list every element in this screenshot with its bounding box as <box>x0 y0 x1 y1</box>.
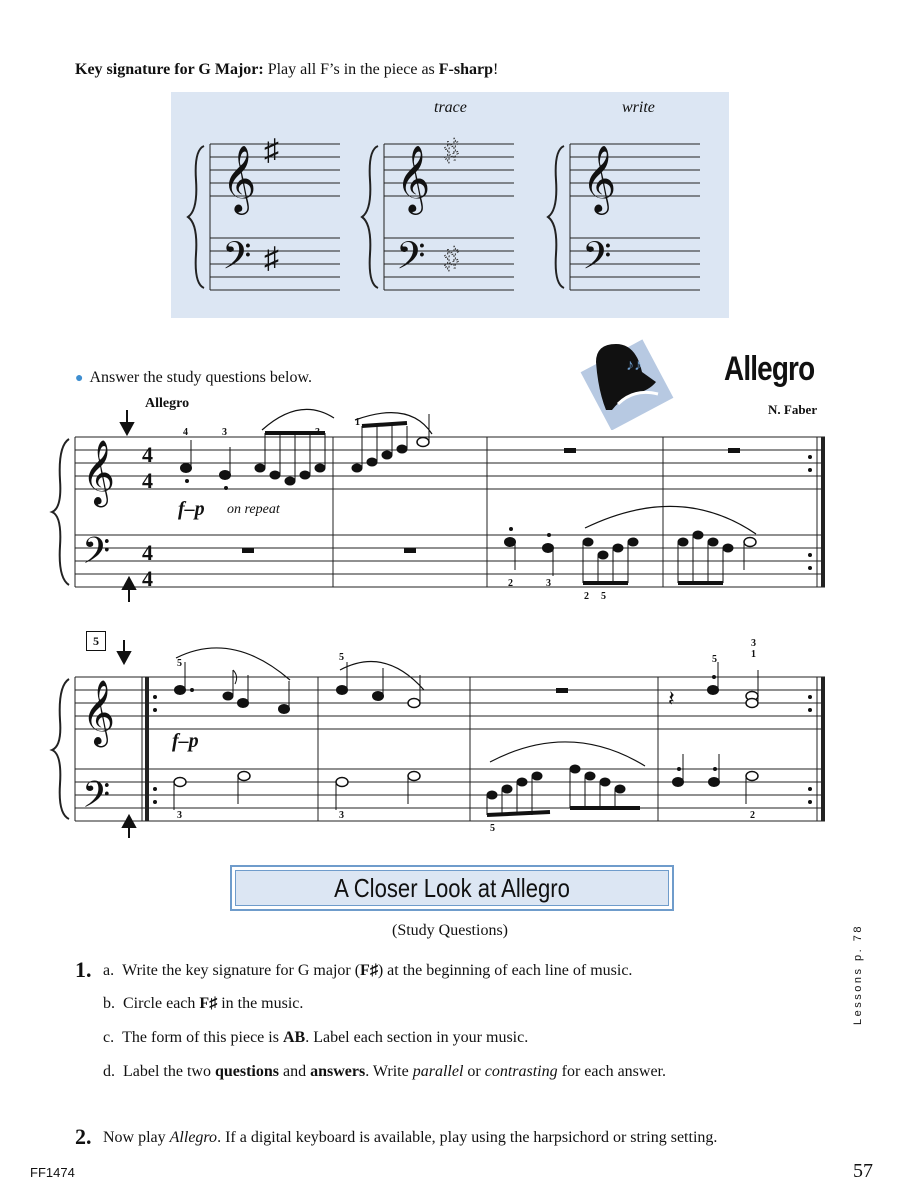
section-heading-box <box>230 865 674 911</box>
fingering: 3 <box>315 427 320 438</box>
treble-clef-icon: 𝄞 <box>82 442 116 504</box>
bass-clef-icon: 𝄢 <box>222 235 252 286</box>
question-1-number: 1. <box>75 957 92 982</box>
fingering: 5 <box>490 823 495 834</box>
svg-text:♪♪: ♪♪ <box>626 357 642 374</box>
keysig-instruction: Key signature for G Major: Play all F’s in the piece as F-sharp! <box>75 61 499 78</box>
composer-name: N. Faber <box>768 402 818 417</box>
fingering: 5 <box>601 591 606 602</box>
question-2-number: 2. <box>75 1124 92 1149</box>
tempo-marking: Allegro <box>145 396 190 411</box>
section-heading: A Closer Look at Allegro <box>334 873 570 903</box>
svg-text:𝄞: 𝄞 <box>396 146 431 211</box>
question-1a: a. Write the key signature for G major (F♯) at the beginning of each line of music. <box>103 962 633 979</box>
time-signature: 4 <box>142 442 153 467</box>
lesson-reference: Lessons p. 78 <box>852 924 864 1025</box>
page-number: 57 <box>853 1160 873 1182</box>
svg-text:4: 4 <box>142 566 153 591</box>
question-1c: c. The form of this piece is AB. Label each section in your music. <box>103 1029 529 1046</box>
svg-text:𝄢: 𝄢 <box>582 235 612 286</box>
treble-clef-icon: 𝄞 <box>222 146 257 211</box>
fingering: 3 <box>339 810 344 821</box>
dynamics-marking-2: f–p <box>172 730 199 752</box>
study-subtitle: (Study Questions) <box>392 922 508 939</box>
svg-text:𝄞: 𝄞 <box>582 146 617 211</box>
svg-text:𝄢: 𝄢 <box>396 235 426 286</box>
fingering: 2 <box>584 591 589 602</box>
fingering: 2 <box>508 578 513 589</box>
fingering: 5 <box>339 652 344 663</box>
measure-number: 5 <box>86 631 106 651</box>
trace-label: trace <box>434 99 467 116</box>
question-1b: b. Circle each F♯ in the music. <box>103 995 304 1012</box>
fingering: 2 <box>750 810 755 821</box>
piece-title: Allegro <box>724 350 815 388</box>
sharp-icon: ♯ <box>264 134 279 167</box>
svg-text:𝄢: 𝄢 <box>82 775 111 824</box>
svg-text:4: 4 <box>142 468 153 493</box>
sharp-icon: ♯ <box>264 242 279 275</box>
fingering: 1 <box>751 649 756 660</box>
svg-text:𝄞: 𝄞 <box>82 682 116 744</box>
fingering: 3 <box>177 810 182 821</box>
write-label: write <box>622 99 655 116</box>
fingering: 1 <box>355 417 360 428</box>
fingering: 5 <box>177 658 182 669</box>
dynamics-note: on repeat <box>227 502 280 517</box>
book-code: FF1474 <box>30 1165 75 1180</box>
fingering: 5 <box>712 654 717 665</box>
dynamics-marking: f–p <box>178 498 205 520</box>
music-score <box>0 390 900 850</box>
fingering: 3 <box>751 638 756 649</box>
fingering: 3 <box>222 427 227 438</box>
answer-prompt: ● Answer the study questions below. <box>75 369 312 386</box>
question-2: Now play Allegro. If a digital keyboard is available, play using the harpsichord or string setting. <box>103 1129 718 1146</box>
question-1d: d. Label the two questions and answers. Write parallel or contrasting for each answer. <box>103 1063 666 1080</box>
fingering: 4 <box>183 427 188 438</box>
traced-sharp-icon: ♯ <box>444 242 459 275</box>
bass-clef-icon: 𝄢 <box>82 531 111 580</box>
svg-text:4: 4 <box>142 540 153 565</box>
traced-sharp-icon: ♯ <box>444 134 459 167</box>
fingering: 3 <box>546 578 551 589</box>
keysig-staves <box>0 0 900 330</box>
quarter-rest-icon: 𝄽 <box>668 686 675 711</box>
bullet-icon: ● <box>75 371 84 386</box>
